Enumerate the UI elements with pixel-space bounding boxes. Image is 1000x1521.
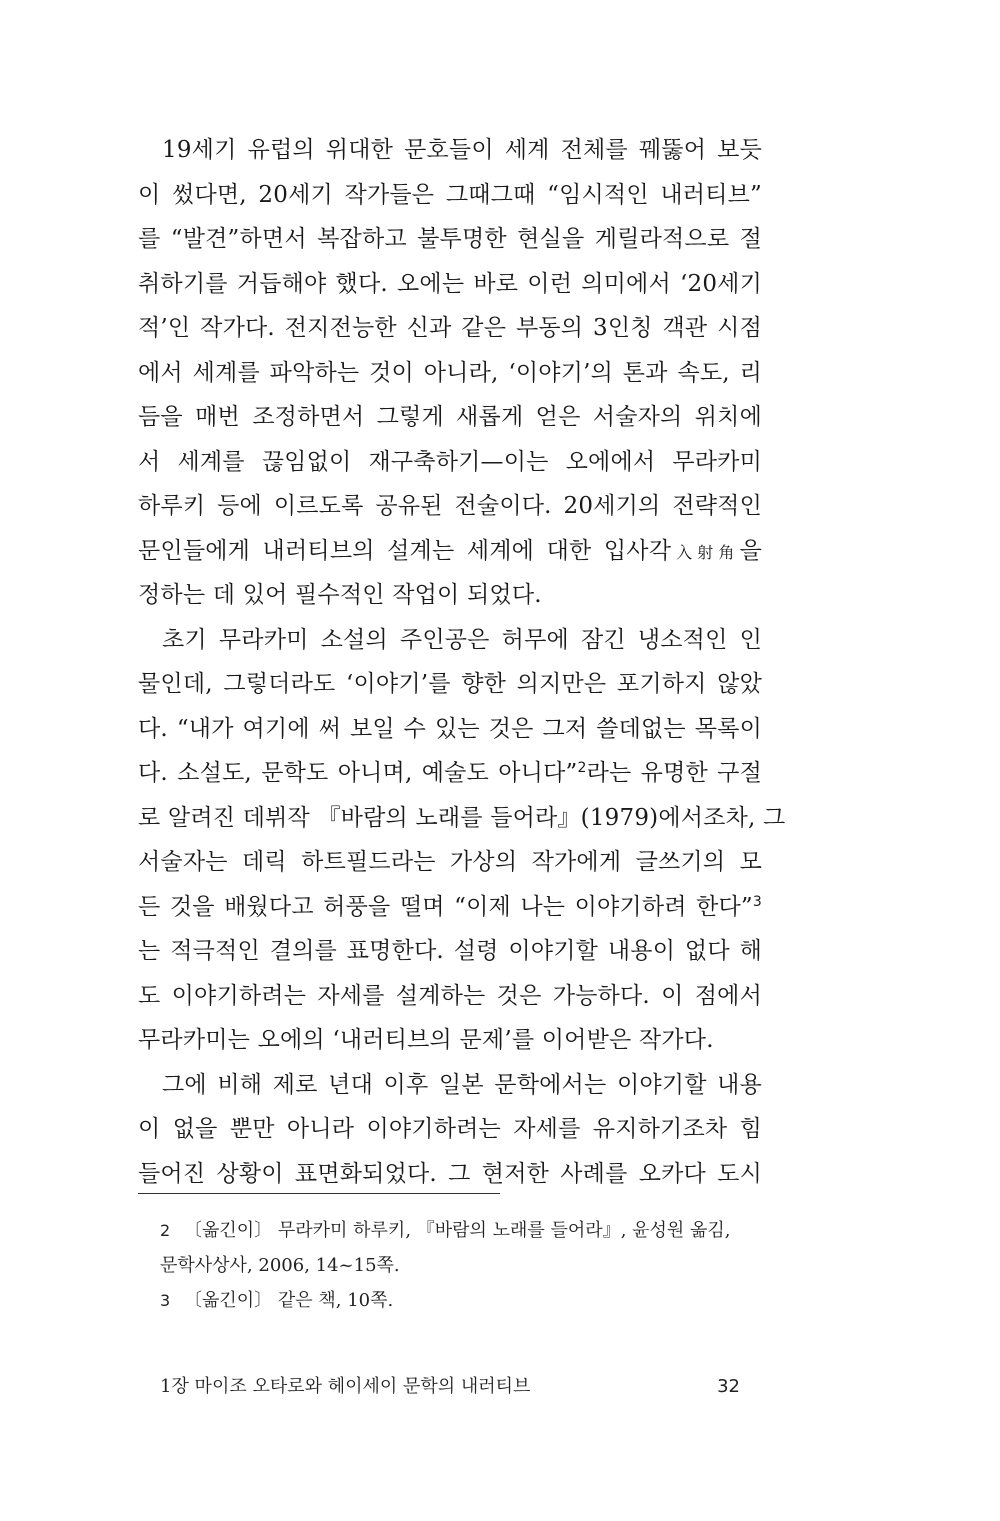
text-line	[138, 751, 762, 796]
text-segment: 다. 소설도, 문학도 아니며, 예술도 아니다”	[138, 760, 578, 786]
text-line: 듬을 매번 조정하면서 그렇게 새롭게 얻은 서술자의 위치에	[138, 404, 762, 430]
hanja-gloss: 入射角	[671, 542, 740, 562]
footnote-ref: 2	[577, 760, 587, 776]
footnote-number: 3	[160, 1291, 171, 1310]
text-line: 들어진 상황이 표면화되었다. 그 현저한 사례를 오카다 도시	[138, 1160, 762, 1187]
text-line: 19세기 유럽의 위대한 문호들이 세계 전체를 꿰뚫어 보듯	[162, 137, 762, 163]
text-line: 하루키 등에 이르도록 공유된 전술이다. 20세기의 전략적인	[138, 493, 762, 519]
footnote-number: 2	[160, 1221, 171, 1240]
running-chapter-title: 1장 마이조 오타로와 헤이세이 문학의 내러티브	[160, 1376, 531, 1397]
footnote-ref: 3	[752, 893, 762, 910]
text-segment: 을	[739, 537, 762, 564]
text-line: 도 이야기하려는 자세를 설계하는 것은 가능하다. 이 점에서	[138, 982, 762, 1009]
text-line: 는 적극적인 결의를 표명한다. 설령 이야기할 내용이 없다 해	[138, 938, 762, 964]
footnote-2-continuation: 문학사상사, 2006, 14~15쪽.	[160, 1255, 400, 1276]
text-line: 를 “발견”하면서 복잡하고 불투명한 현실을 게릴라적으로 절	[138, 226, 762, 252]
text-line: 에서 세계를 파악하는 것이 아니라, ‘이야기’의 톤과 속도, 리	[138, 359, 762, 386]
text-line: 서 세계를 끊임없이 재구축하기—이는 오에에서 무라카미	[138, 448, 762, 475]
footnote-text: 〔옮긴이〕 같은 책, 10쪽.	[184, 1290, 394, 1311]
text-line: 정하는 데 있어 필수적인 작업이 되었다.	[138, 582, 542, 608]
text-line: 이 없을 뿐만 아니라 이야기하려는 자세를 유지하기조차 힘	[138, 1116, 762, 1142]
footnote-3	[160, 1283, 764, 1318]
footnotes	[160, 1213, 764, 1318]
text-segment: 든 것을 배웠다고 허풍을 떨며 “이제 나는 이야기하려 한다”	[138, 893, 753, 920]
body-text	[138, 128, 786, 1196]
text-line: 적’인 작가다. 전지전능한 신과 같은 부동의 3인칭 객관 시점	[138, 315, 762, 341]
text-line: 초기 무라카미 소설의 주인공은 허무에 잠긴 냉소적인 인	[162, 626, 762, 653]
text-line: 무라카미는 오에의 ‘내러티브의 문제’를 이어받은 작가다.	[138, 1027, 714, 1053]
text-segment: 라는 유명한 구절	[586, 760, 762, 786]
text-line: 서술자는 데릭 하트필드라는 가상의 작가에게 글쓰기의 모	[138, 849, 762, 875]
footnote-text: 〔옮긴이〕 무라카미 하루키, 『바람의 노래를 들어라』, 윤성원 옮김,	[184, 1220, 731, 1241]
text-line	[138, 885, 762, 930]
page-footer	[160, 1372, 740, 1402]
text-line: 로 알려진 데뷔작 『바람의 노래를 들어라』(1979)에서조차, 그	[138, 804, 786, 831]
text-line: 그에 비해 제로 년대 이후 일본 문학에서는 이야기할 내용	[162, 1071, 762, 1098]
footnote-2	[160, 1213, 764, 1248]
page-number: 32	[717, 1376, 740, 1397]
text-line: 취하기를 거듭해야 했다. 오에는 바로 이런 의미에서 ‘20세기	[138, 270, 762, 297]
text-segment: 문인들에게 내러티브의 설계는 세계에 대한 입사각	[138, 537, 672, 564]
text-line: 다. “내가 여기에 써 보일 수 있는 것은 그저 쓸데없는 목록이	[138, 715, 762, 742]
text-line: 물인데, 그렇더라도 ‘이야기’를 향한 의지만은 포기하지 않았	[138, 671, 762, 697]
footnote-divider	[138, 1193, 500, 1194]
text-line	[138, 529, 762, 574]
text-line: 이 썼다면, 20세기 작가들은 그때그때 “임시적인 내러티브”	[138, 181, 762, 208]
